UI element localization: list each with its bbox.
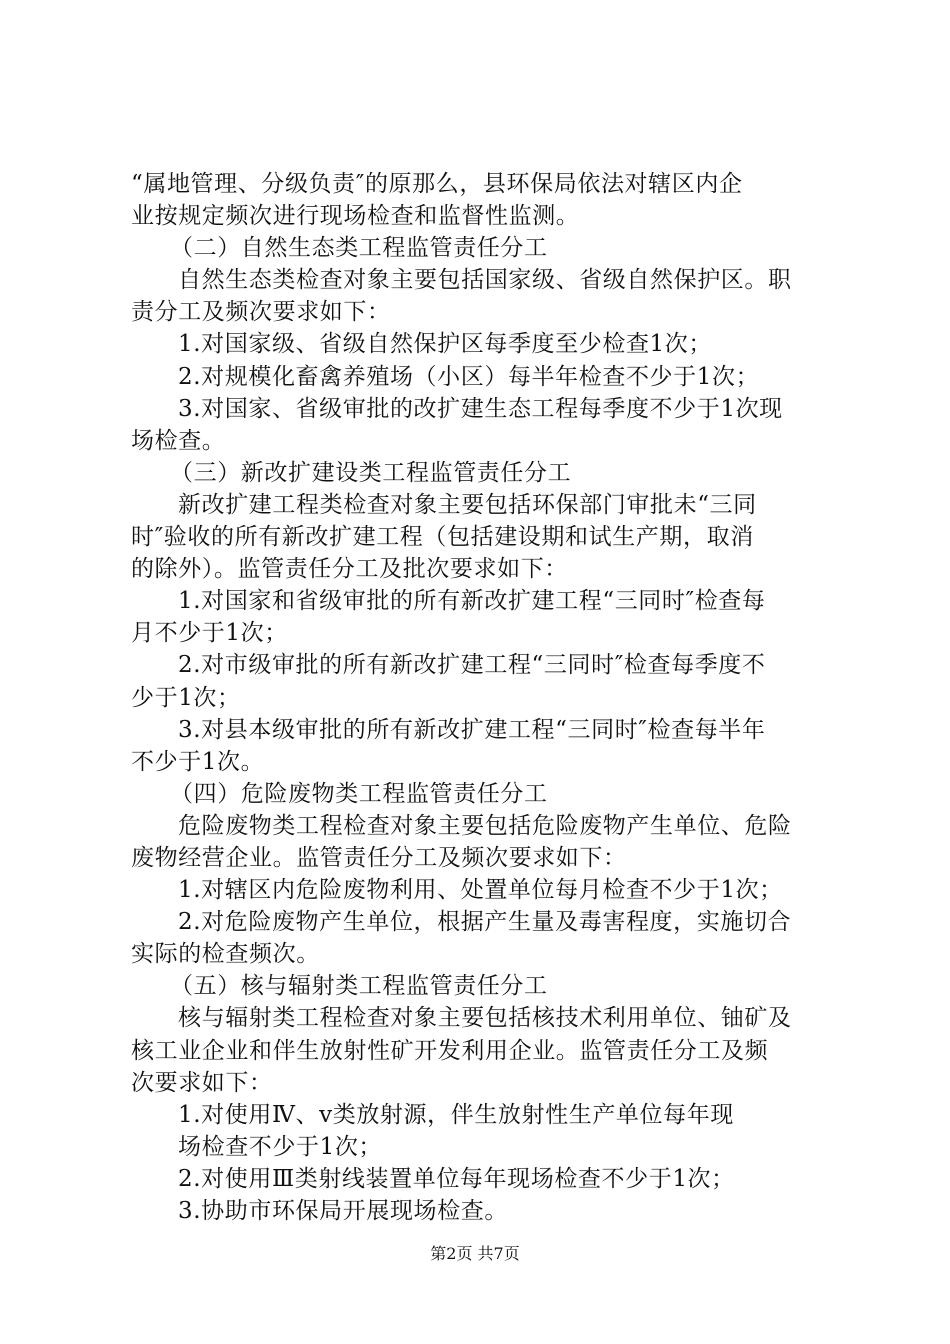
document-body (0, 168, 950, 1227)
text-line: 实际的检查频次。 (131, 941, 320, 968)
text-line: 场检查。 (131, 427, 226, 454)
list-item: 3.对县本级审批的所有新改扩建工程“三同时″检查每半年 (178, 716, 766, 743)
section-heading: （三）新改扩建设类工程监管责任分工 (170, 459, 572, 486)
text-line: 少于1次； (131, 684, 241, 711)
text-line: 核工业企业和伴生放射性矿开发利用企业。监管责任分工及频 (131, 1037, 769, 1064)
list-item: 2.对使用Ⅲ类射线装置单位每年现场检查不少于1次； (178, 1165, 735, 1192)
text-line: 不少于1次。 (131, 748, 265, 775)
section-heading: （二）自然生态类工程监管责任分工 (170, 235, 548, 262)
list-item: 2.对市级审批的所有新改扩建工程“三同时″检查每季度不 (178, 652, 766, 679)
text-line: 场检查不少于1次； (178, 1133, 383, 1160)
section-heading: （五）核与辐射类工程监管责任分工 (170, 973, 548, 1000)
text-line: 责分工及频次要求如下： (131, 299, 391, 326)
text-line: 危险废物类工程检查对象主要包括危险废物产生单位、危险 (178, 812, 792, 839)
text-line: 自然生态类检查对象主要包括国家级、省级自然保护区。职 (178, 267, 792, 294)
list-item: 2.对规模化畜禽养殖场（小区）每半年检查不少于1次； (178, 363, 760, 390)
list-item: 3.对国家、省级审批的改扩建生态工程每季度不少于1次现 (178, 395, 783, 422)
list-item: 3.协助市环保局开展现场检查。 (178, 1198, 508, 1224)
list-item: 1.对辖区内危险废物利用、处置单位每月检查不少于1次； (178, 877, 783, 904)
list-item: 2.对危险废物产生单位，根据产生量及毒害程度，实施切合 (178, 909, 792, 936)
text-line: 核与辐射类工程检查对象主要包括核技术利用单位、铀矿及 (178, 1005, 792, 1032)
text-line: 时″验收的所有新改扩建工程（包括建设期和试生产期，取消 (131, 524, 754, 551)
text-line: 次要求如下： (131, 1069, 273, 1096)
text-line: 废物经营企业。监管责任分工及频次要求如下： (131, 844, 627, 871)
text-line: “属地管理、分级负责″的原那么，县环保局依法对辖区内企 (131, 171, 743, 197)
text-line: 的除外）。监管责任分工及批次要求如下： (131, 556, 568, 583)
text-line: 新改扩建工程类检查对象主要包括环保部门审批未“三同 (178, 491, 757, 518)
text-line: 月不少于1次； (131, 620, 288, 647)
text-line: 业按规定频次进行现场检查和监督性监测。 (131, 203, 580, 230)
list-item: 1.对国家级、省级自然保护区每季度至少检查1次； (178, 331, 712, 358)
list-item: 1.对使用Ⅳ、v类放射源，伴生放射性生产单位每年现 (178, 1101, 734, 1128)
list-item: 1.对国家和省级审批的所有新改扩建工程“三同时″检查每 (178, 588, 766, 615)
section-heading: （四）危险废物类工程监管责任分工 (170, 780, 548, 807)
page-number: 第2页 共7页 (430, 1244, 520, 1263)
